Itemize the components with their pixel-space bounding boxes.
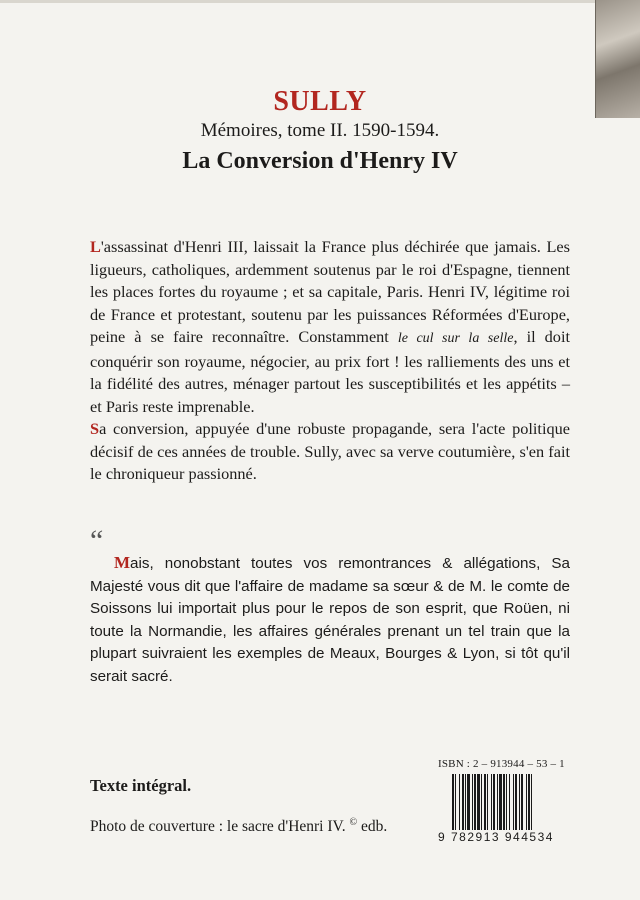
dropcap-s: S bbox=[90, 419, 100, 438]
dropcap-m: M bbox=[114, 553, 131, 572]
copyright-symbol: © bbox=[349, 817, 358, 828]
quote-body: ais, nonobstant toutes vos remontrances & allégations, Sa Majesté vous dit que l'affaire de madame sa sœur & de M. le comte de Soissons lui importait plus pour le repos de son esprit, que Roüen, ni toute la Normandie, les affaires générales prenant un tel train que la plupart suivraient les exemples de Meaux, Bourges & Lyon, si tôt qu'il serait sacré. bbox=[90, 555, 570, 685]
book-title: La Conversion d'Henry IV bbox=[182, 148, 458, 174]
quote-mark: “ bbox=[90, 524, 104, 557]
quote-text bbox=[90, 552, 570, 688]
publisher-name: edb. bbox=[360, 818, 388, 836]
photo-credit bbox=[90, 817, 387, 836]
photo-credit-text: Photo de couverture : le sacre d'Henri IV. bbox=[90, 818, 346, 836]
top-edge bbox=[0, 0, 640, 3]
summary-p1-part1: 'assassinat d'Henri III, laissait la France plus déchirée que jamais. Les ligueurs, catholiques, ardemment soutenus par le roi d'Espagne, tiennent les places fortes du royaume ; et sa capitale, Paris. Henri IV, légitime roi de France et protestant, soutenu par les puissances Réformées d'Europe, peine à se faire reconnaître. Constamment bbox=[90, 237, 570, 346]
summary-text bbox=[90, 236, 570, 486]
integral-text-label: Texte intégral. bbox=[90, 776, 192, 795]
summary-p2-text: a conversion, appuyée d'une robuste propagande, sera l'acte politique décisif de ces années de trouble. Sully, avec sa verve coutumière, s'en fait le chroniqueur passionné. bbox=[90, 419, 570, 483]
summary-italic-phrase: le cul sur la selle bbox=[397, 331, 514, 346]
summary-p1-part2: , il doit conquérir son royaume, négocier, au prix fort ! les ralliements des uns et la fidélité des autres, ménager partout les susceptibilités et les appétits – et Paris reste imprenable. bbox=[90, 327, 570, 416]
author-name: SULLY bbox=[273, 86, 367, 117]
book-subtitle: Mémoires, tome II. 1590-1594. bbox=[200, 120, 440, 141]
barcode-number: 9 782913 944534 bbox=[438, 830, 554, 844]
dropcap-l: L bbox=[90, 237, 101, 256]
barcode-icon bbox=[452, 774, 570, 830]
barcode-bar bbox=[532, 774, 534, 830]
summary-paragraph-1 bbox=[90, 236, 570, 418]
summary-paragraph-2 bbox=[90, 418, 570, 486]
isbn-label: ISBN : 2 – 913944 – 53 – 1 bbox=[438, 758, 565, 770]
